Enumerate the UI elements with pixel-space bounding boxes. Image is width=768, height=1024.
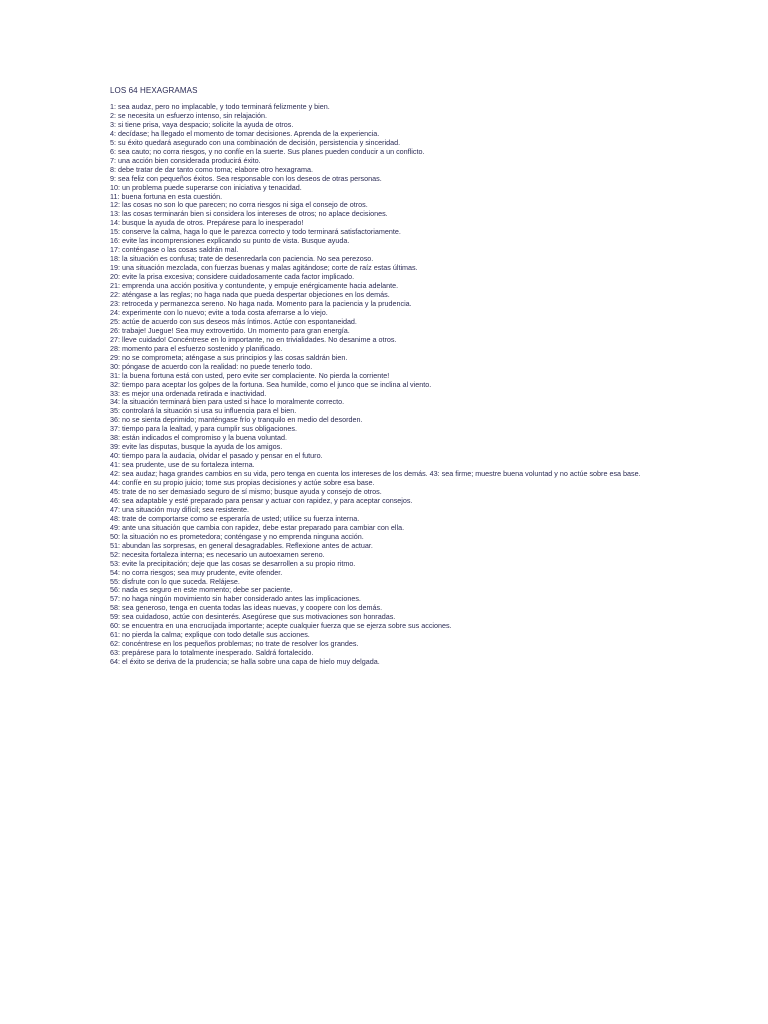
- hexagram-line: 63: prepárese para lo totalmente inesperado. Saldrá fortalecido.: [110, 648, 314, 658]
- hexagram-line: 40: tiempo para la audacia, olvidar el pasado y pensar en el futuro.: [110, 451, 323, 461]
- hexagram-line: 31: la buena fortuna está con usted, pero evite ser complaciente. No pierda la corriente!: [110, 370, 390, 380]
- hexagram-line: 59: sea cuidadoso, actúe con desinterés. Asegúrese que sus motivaciones son honradas.: [110, 612, 396, 622]
- hexagram-line: 5: su éxito quedará asegurado con una combinación de decisión, persistencia y sinceridad.: [110, 137, 401, 147]
- hexagram-line: 32: tiempo para aceptar los golpes de la fortuna. Sea humilde, como el junco que se inclina al viento.: [110, 379, 432, 389]
- hexagram-line: 51: abundan las sorpresas, en general desagradables. Reflexione antes de actuar.: [110, 540, 373, 550]
- hexagram-line: 30: póngase de acuerdo con la realidad: no puede tenerlo todo.: [110, 361, 313, 371]
- hexagram-line: 58: sea generoso, tenga en cuenta todas las ideas nuevas, y coopere con los demás.: [110, 603, 383, 613]
- hexagram-line: 16: evite las incomprensiones explicando su punto de vista. Busque ayuda.: [110, 236, 350, 246]
- hexagram-line: 9: sea feliz con pequeños éxitos. Sea responsable con los deseos de otras personas.: [110, 173, 382, 183]
- hexagram-line: 49: ante una situación que cambia con rapidez, debe estar preparado para cambiar con ella.: [110, 522, 405, 532]
- hexagram-line: 38: están indicados el compromiso y la buena voluntad.: [110, 433, 287, 443]
- hexagram-line: 13: las cosas terminarán bien si considera los intereses de otros; no aplace decisiones.: [110, 209, 388, 219]
- hexagram-line: 37: tiempo para la lealtad, y para cumplir sus obligaciones.: [110, 424, 297, 434]
- hexagram-line: 26: trabaje! Juegue! Sea muy extrovertido. Un momento para gran energía.: [110, 325, 350, 335]
- hexagram-line: 64: el éxito se deriva de la prudencia; se halla sobre una capa de hielo muy delgada.: [110, 657, 380, 667]
- hexagram-line: 62: concéntrese en los pequeños problemas; no trate de resolver los grandes.: [110, 639, 359, 649]
- hexagram-line: 57: no haga ningún movimiento sin haber considerado antes las implicaciones.: [110, 594, 361, 604]
- hexagram-line: 6: sea cauto; no corra riesgos, y no confíe en la suerte. Sus planes pueden conducir a un conflicto.: [110, 146, 425, 156]
- hexagram-line: 1: sea audaz, pero no implacable, y todo terminará felizmente y bien.: [110, 102, 330, 111]
- hexagram-line: 18: la situación es confusa; trate de desenredarla con paciencia. No sea perezoso.: [110, 254, 374, 264]
- hexagram-line: 50: la situación no es prometedora; conténgase y no emprenda ninguna acción.: [110, 531, 364, 541]
- hexagram-line: 14: busque la ayuda de otros. Prepárese para lo inesperado!: [110, 218, 304, 228]
- hexagram-list: [110, 103, 650, 667]
- hexagram-line: 28: momento para el esfuerzo sostenido y planificado.: [110, 343, 283, 353]
- hexagram-line: 25: actúe de acuerdo con sus deseos más íntimos. Actúe con espontaneidad.: [110, 316, 357, 326]
- hexagram-line: 54: no corra riesgos; sea muy prudente, evite ofender.: [110, 567, 283, 577]
- hexagram-line: 19: una situación mezclada, con fuerzas buenas y malas agitándose; corte de raíz estas últimas.: [110, 263, 418, 273]
- hexagram-line: 41: sea prudente, use de su fortaleza interna.: [110, 460, 255, 470]
- hexagram-line: 17: conténgase o las cosas saldrán mal.: [110, 245, 239, 255]
- hexagram-line: 27: lleve cuidado! Concéntrese en lo importante, no en trivialidades. No desanime a otros.: [110, 334, 397, 344]
- hexagram-line: 8: debe tratar de dar tanto como toma; elabore otro hexagrama.: [110, 164, 313, 174]
- hexagram-line: 29: no se comprometa; aténgase a sus principios y las cosas saldrán bien.: [110, 352, 348, 362]
- hexagram-line: 48: trate de comportarse como se esperaría de usted; utilice su fuerza interna.: [110, 513, 360, 523]
- hexagram-line: 44: confíe en su propio juicio; tome sus propias decisiones y actúe sobre esa base.: [110, 478, 375, 488]
- hexagram-line: 15: conserve la calma, haga lo que le parezca correcto y todo terminará satisfactoriamente.: [110, 227, 401, 237]
- hexagram-line: 39: evite las disputas, busque la ayuda de los amigos.: [110, 442, 283, 452]
- document-title: LOS 64 HEXAGRAMAS: [110, 86, 198, 95]
- hexagram-line: 12: las cosas no son lo que parecen; no corra riesgos ni siga el consejo de otros.: [110, 200, 368, 210]
- hexagram-line: 3: si tiene prisa, vaya despacio; solicite la ayuda de otros.: [110, 119, 294, 129]
- hexagram-line: 7: una acción bien considerada producirá éxito.: [110, 155, 261, 165]
- hexagram-line: 20: evite la prisa excesiva; considere cuidadosamente cada factor implicado.: [110, 272, 355, 282]
- hexagram-line: 4: decídase; ha llegado el momento de tomar decisiones. Aprenda de la experiencia.: [110, 128, 380, 138]
- hexagram-line: 34: la situación terminará bien para usted si hace lo moralmente correcto.: [110, 397, 345, 407]
- hexagram-line: 56: nada es seguro en este momento; debe ser paciente.: [110, 585, 293, 595]
- hexagram-line: 61: no pierda la calma; explique con todo detalle sus acciones.: [110, 630, 310, 640]
- hexagram-line: 47: una situación muy difícil; sea resistente.: [110, 504, 250, 514]
- hexagram-line: 23: retroceda y permanezca sereno. No haga nada. Momento para la paciencia y la prudencia.: [110, 298, 412, 308]
- hexagram-line: 33: es mejor una ordenada retirada e inactividad.: [110, 388, 267, 398]
- hexagram-line: 24: experimente con lo nuevo; evite a toda costa aferrarse a lo viejo.: [110, 307, 328, 317]
- hexagram-line: 35: controlará la situación si usa su influencia para el bien.: [110, 406, 297, 416]
- hexagram-line: 55: disfrute con lo que suceda. Relájese.: [110, 576, 240, 586]
- hexagram-line: 10: un problema puede superarse con iniciativa y tenacidad.: [110, 182, 302, 192]
- hexagram-line: 11: buena fortuna en esta cuestión.: [110, 191, 223, 201]
- hexagram-line: 42: sea audaz; haga grandes cambios en su vida, pero tenga en cuenta los intereses de los demás. 43: sea firme; muestre buena voluntad y no actúe sobre esa base.: [110, 469, 641, 479]
- hexagram-line: 2: se necesita un esfuerzo intenso, sin relajación.: [110, 110, 268, 120]
- hexagram-line: 22: aténgase a las reglas; no haga nada que pueda despertar objeciones en los demás.: [110, 290, 390, 300]
- hexagram-line: 52: necesita fortaleza interna; es necesario un autoexamen sereno.: [110, 549, 325, 559]
- hexagram-line: 45: trate de no ser demasiado seguro de sí mismo; busque ayuda y consejo de otros.: [110, 486, 382, 496]
- hexagram-line: 36: no se sienta deprimido; manténgase frío y tranquilo en medio del desorden.: [110, 415, 363, 425]
- document-page: [110, 86, 650, 667]
- hexagram-line: 21: emprenda una acción positiva y contundente, y empuje enérgicamente hacia adelante.: [110, 281, 399, 291]
- hexagram-line: 46: sea adaptable y esté preparado para pensar y actuar con rapidez, y para aceptar consejos.: [110, 495, 413, 505]
- hexagram-line: 60: se encuentra en una encrucijada importante; acepte cualquier fuerza que se ejerza sobre sus acciones.: [110, 621, 452, 631]
- hexagram-line: 53: evite la precipitación; deje que las cosas se desarrollen a su propio ritmo.: [110, 558, 356, 568]
